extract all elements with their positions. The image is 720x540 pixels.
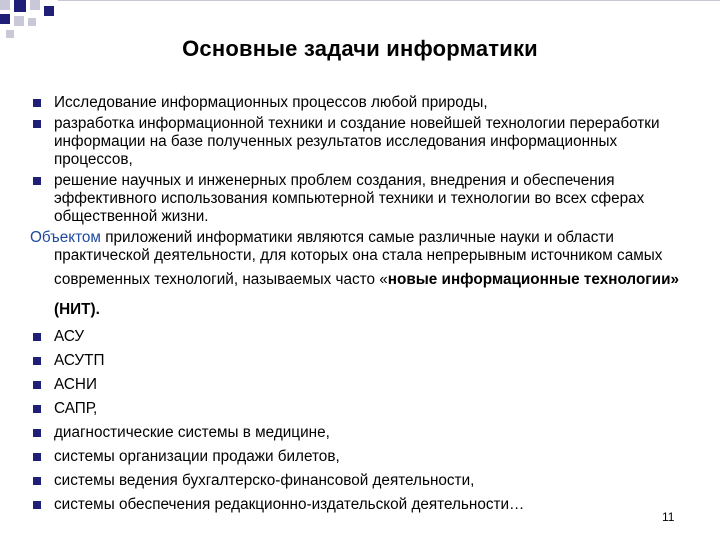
task-text: Исследование информационных процессов любой природы, <box>54 94 488 111</box>
slide-title: Основные задачи информатики <box>182 36 538 61</box>
task-text: решение научных и инженерных проблем создания, внедрения и обеспечения эффективного использования компьютерной техники и технологии во всех сферах общественной жизни. <box>54 172 645 225</box>
square-bullet-icon <box>33 333 41 341</box>
application-item <box>30 352 680 370</box>
square-bullet-icon <box>33 405 41 413</box>
task-item <box>30 172 680 226</box>
square-bullet-icon <box>33 501 41 509</box>
application-text: системы ведения бухгалтерско-финансовой деятельности, <box>54 472 475 489</box>
application-text: АСУТП <box>54 352 105 369</box>
application-item <box>30 472 680 490</box>
object-text: приложений информатики являются самые различные науки и области практической деятельности, для которых она стала непрерывным источником самых современных технологий, называемых часто « <box>54 229 663 288</box>
square-bullet-icon <box>33 453 41 461</box>
object-emphasis: новые информационные технологии» (НИТ). <box>54 271 679 318</box>
square-bullet-icon <box>33 177 41 185</box>
application-text: системы обеспечения редакционно-издательской деятельности… <box>54 496 525 513</box>
slide-body <box>30 94 680 520</box>
square-bullet-icon <box>33 477 41 485</box>
application-text: АСНИ <box>54 376 97 393</box>
task-item <box>30 94 680 112</box>
application-item <box>30 424 680 442</box>
square-bullet-icon <box>33 99 41 107</box>
square-bullet-icon <box>33 120 41 128</box>
application-item <box>30 496 680 514</box>
object-highlight: Объектом <box>30 229 101 246</box>
application-text: диагностические системы в медицине, <box>54 424 330 441</box>
application-text: САПР, <box>54 400 98 417</box>
task-text: разработка информационной техники и создание новейшей технологии переработки информации на базе полученных результатов исследования информационных процессов, <box>54 115 660 168</box>
application-item <box>30 376 680 394</box>
square-bullet-icon <box>33 357 41 365</box>
application-item <box>30 448 680 466</box>
page-number: 11 <box>662 510 675 524</box>
object-paragraph <box>30 229 680 325</box>
task-item <box>30 115 680 169</box>
corner-decoration <box>0 0 720 40</box>
application-text: АСУ <box>54 328 85 345</box>
application-item <box>30 328 680 346</box>
square-bullet-icon <box>33 429 41 437</box>
square-bullet-icon <box>33 381 41 389</box>
application-text: системы организации продажи билетов, <box>54 448 340 465</box>
application-item <box>30 400 680 418</box>
